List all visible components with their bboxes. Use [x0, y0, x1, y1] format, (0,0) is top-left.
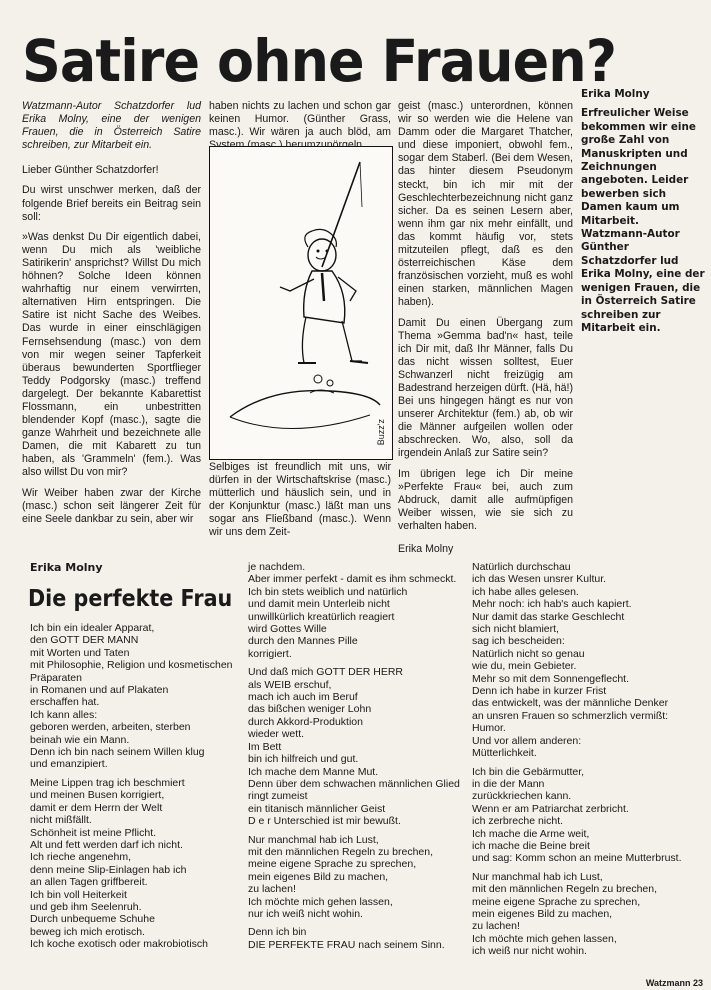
poem-line: durch den Mannes Pille	[248, 635, 358, 648]
poem-line: zu lachen!	[472, 920, 520, 933]
poem-line: Ich bin stets weiblich und natürlich	[248, 585, 408, 598]
signature: Erika Molny	[398, 543, 454, 555]
cartoon-drawing-icon	[210, 147, 392, 459]
poem-line: Und vor allem anderen:	[472, 734, 582, 747]
poem-line: Humor.	[472, 722, 506, 735]
poem-line: ich habe alles gelesen.	[472, 585, 579, 598]
sidebar-author: Erika Molny	[581, 88, 650, 100]
paragraph: Selbiges ist freundlich mit uns, wir dürfen in der Wirtschaftskrise (masc.) mütterlich und häuslich sein, und in der Konjunktur (masc.) läßt man uns sogar ans Fließband (masc.). Wenn wir uns dem Zeit-	[209, 461, 391, 539]
poem-line: Wenn er am Patriarchat zerbricht.	[472, 802, 629, 815]
poem-line: Ich möchte mich gehen lassen,	[248, 895, 393, 908]
poem-line: mit Philosophie, Religion und kosmetischen	[30, 659, 233, 672]
poem-column-2	[248, 561, 468, 957]
poem-line: nur ich weiß nicht wohin.	[248, 907, 363, 920]
paragraph: Du wirst unschwer merken, daß der folgende Brief bereits ein Beitrag sein soll:	[22, 184, 201, 223]
poem-author: Erika Molny	[30, 561, 103, 574]
poem-line: ich mache die Beine breit	[472, 839, 590, 852]
article-column-3	[398, 100, 573, 563]
poem-line: Mütterlichkeit.	[472, 747, 537, 760]
article-headline: Satire ohne Frauen?	[22, 27, 617, 95]
poem-line: Denn ich habe in kurzer Frist	[472, 685, 607, 698]
poem-line: und sag: Komm schon an meine Mutterbrust.	[472, 852, 682, 865]
poem-column-3	[472, 561, 697, 964]
poem-title: Die perfekte Frau	[28, 586, 233, 612]
poem-line: Ich mache die Arme weit,	[472, 827, 590, 840]
poem-stanza	[248, 561, 468, 660]
article-lead: Watzmann-Autor Schatzdorfer lud Erika Molny, eine der wenigen Frauen, die in Österreich Satire schreiben, zur Mitarbeit ein.	[22, 100, 201, 152]
poem-line: erschaffen hat.	[30, 696, 100, 709]
poem-line: mein eigenes Bild zu machen,	[248, 870, 389, 883]
poem-line: Ich mache dem Manne Mut.	[248, 765, 379, 778]
poem-line: Nur manchmal hab ich Lust,	[472, 870, 603, 883]
poem-line: in Romanen und auf Plakaten	[30, 684, 169, 697]
poem-line: mit Worten und Taten	[30, 646, 130, 659]
poem-line: und meinen Busen korrigiert,	[30, 789, 165, 802]
poem-line: Natürlich durchschau	[472, 561, 571, 573]
poem-line: je nachdem.	[248, 561, 306, 573]
poem-line: Mehr noch: ich hab's auch kapiert.	[472, 598, 632, 611]
poem-line: und geb ihm Seelenruh.	[30, 900, 142, 913]
poem-line: denn meine Slip-Einlagen hab ich	[30, 863, 187, 876]
poem-line: ringt zumeist	[248, 790, 308, 803]
poem-line: Meine Lippen trag ich beschmiert	[30, 776, 185, 789]
poem-line: und emanzipiert.	[30, 758, 108, 771]
poem-line: Denn ich bin nach seinem Willen klug	[30, 746, 205, 759]
paragraph: Im übrigen lege ich Dir meine »Perfekte Frau« bei, auch zum Abdruck, damit alle aufmüpfigen Weiber wissen, wie sie sich zu verhalten haben.	[398, 467, 573, 532]
poem-line: mein eigenes Bild zu machen,	[472, 907, 613, 920]
poem-line: zurückkriechen kann.	[472, 790, 572, 803]
poem-line: mit den männlichen Regeln zu brechen,	[472, 883, 658, 896]
poem-line: sag ich bescheiden:	[472, 635, 565, 648]
poem-line: ich das Wesen unsrer Kultur.	[472, 573, 607, 586]
poem-line: an unsren Frauen so schmerzlich vermißt:	[472, 709, 669, 722]
salutation: Lieber Günther Schatzdorfer!	[22, 164, 159, 177]
poem-line: Aber immer perfekt - damit es ihm schmeckt.	[248, 573, 457, 586]
poem-line: Ich bin ein idealer Apparat,	[30, 622, 155, 634]
poem-line: Durch unbequeme Schuhe	[30, 913, 155, 926]
poem-line: Ich koche exotisch oder makrobiotisch	[30, 938, 209, 951]
paragraph: »Was denkst Du Dir eigentlich dabei, wenn Du mich als 'weibliche Satirikerin' ansprichst? Willst Du mich höhnen? Solche Ideen können wahrhaftig nur einem verwirrten, alternativen Hirn entspringen. Die Satire ist nicht Sache des Weibes. Das wurde in einer einschlägigen Fernsehsendung (masc.) von dem von mir wegen seiner Tapferkeit überaus bewunderten Sportflieger Teddy Podgorsky (masc.) treffend dargelegt. Der bekannte Kabarettist Flossmann, ein unbestritten blendender Kopf (masc.), sagte die ganze Wahrheit und bezeichnete alle Damen, die mit Kabarett zu tun haben, als 'Grammeln' (fem.). Was also willst Du von mir?	[22, 230, 201, 479]
poem-line: Nur manchmal hab ich Lust,	[248, 833, 379, 846]
page-footer: Watzmann 23	[645, 978, 703, 988]
poem-line: nicht mißfällt.	[30, 814, 92, 827]
poem-line: DIE PERFEKTE FRAU nach seinem Sinn.	[248, 938, 445, 951]
cartoon-illustration	[209, 146, 393, 460]
poem-stanza	[248, 834, 468, 921]
poem-line: in die der Mann	[472, 777, 545, 790]
poem-line: Ich bin voll Heiterkeit	[30, 888, 127, 901]
poem-line: meine eigene Sprache zu sprechen,	[472, 895, 641, 908]
poem-line: wie du, mein Gebieter.	[472, 660, 577, 673]
poem-stanza	[30, 622, 242, 771]
poem-line: den GOTT DER MANN	[30, 634, 139, 647]
poem-line: damit er dem Herrn der Welt	[30, 801, 163, 814]
poem-line: korrigiert.	[248, 647, 292, 660]
poem-line: Präparaten	[30, 671, 82, 684]
poem-line: Denn über dem schwachen männlichen Glied	[248, 777, 460, 790]
poem-line: Alt und fett werden darf ich nicht.	[30, 838, 183, 851]
poem-line: ein titanisch männlicher Geist	[248, 802, 386, 815]
poem-line: Ich rieche angenehm,	[30, 851, 131, 864]
poem-line: bin ich hilfreich und gut.	[248, 753, 359, 766]
poem-stanza	[472, 871, 697, 958]
poem-line: Im Bett	[248, 740, 282, 753]
article-column-1	[22, 100, 201, 533]
poem-line: beinah wie ein Mann.	[30, 733, 130, 746]
sidebar-text: Erfreulicher Weise bekommen wir eine große Zahl von Manuskripten und Zeichnungen angeboten. Leider bewerben sich Damen kaum um Mitarbeit. Watzmann-Autor Günther Schatzdorfer lud Erika Molny, eine der wenigen Frauen, die in Österreich Satire schreiben zur Mitarbeit ein.	[581, 107, 705, 334]
poem-line: wird Gottes Wille	[248, 623, 327, 636]
poem-line: mit den männlichen Regeln zu brechen,	[248, 845, 434, 858]
poem-stanza	[248, 926, 468, 951]
poem-line: und damit mein Unterleib nicht	[248, 598, 390, 611]
poem-line: durch Akkord-Produktion	[248, 715, 363, 728]
poem-line: Nur damit das starke Geschlecht	[472, 610, 625, 623]
poem-line: unwillkürlich kreatürlich reagiert	[248, 610, 395, 623]
poem-line: meine eigene Sprache zu sprechen,	[248, 858, 417, 871]
paragraph: geist (masc.) unterordnen, können wir so werden wie die Helene van Damm oder die Margaret Thatcher, und diese imponiert, obwohl fem., sogar dem Staberl. (Bei dem Wesen, das hinter diesem Pseudonym steckt, bin ich mir mit der Geschlechterbezeichnung nicht ganz sicher. Da es seinen Lesern aber, wenn ihm gar nix mehr einfällt, und das kommt häufig vor, stets mitzuteilen pflegt, daß es den österreichischen Käse dem französischen vorzieht, muß es wohl einen starken, männlichen Magen haben).	[398, 100, 573, 309]
poem-line: an allen Tagen griffbereit.	[30, 876, 148, 889]
poem-line: mach ich auch im Beruf	[248, 691, 358, 704]
poem-line: ich zerbreche nicht.	[472, 815, 564, 828]
paragraph: Wir Weiber haben zwar der Kirche (masc.) schon seit längerer Zeit für eine Seele dankbar zu sein, aber wir	[22, 486, 201, 525]
poem-stanza	[248, 666, 468, 827]
poem-line: Ich bin die Gebärmutter,	[472, 765, 585, 778]
poem-line: das bißchen weniger Lohn	[248, 703, 372, 716]
poem-line: Ich kann alles:	[30, 708, 98, 721]
poem-line: wieder wett.	[248, 728, 305, 741]
poem-line: Ich möchte mich gehen lassen,	[472, 932, 617, 945]
poem-line: beweg ich mich erotisch.	[30, 925, 145, 938]
poem-line: als WEIB erschuf,	[248, 678, 332, 691]
paragraph: haben nichts zu lachen und schon gar keinen Humor. (Günther Grass, masc.). Wir wären ja auch blöd, am	[209, 100, 391, 139]
poem-line: sich nicht blamiert,	[472, 623, 559, 636]
poem-line: das entwickelt, was der männliche Denker	[472, 697, 669, 710]
poem-line: Mehr so mit dem Sonnengeflecht.	[472, 672, 629, 685]
poem-line: ich weiß nur nicht wohin.	[472, 945, 587, 958]
poem-column-1	[30, 622, 242, 957]
poem-line: Schönheit ist meine Pflicht.	[30, 826, 157, 839]
poem-stanza	[30, 777, 242, 951]
poem-line: Natürlich nicht so genau	[472, 647, 585, 660]
poem-line: zu lachen!	[248, 883, 296, 896]
poem-line: Und daß mich GOTT DER HERR	[248, 666, 404, 679]
poem-stanza	[472, 561, 697, 760]
poem-stanza	[472, 766, 697, 865]
editorial-sidebar	[581, 88, 705, 335]
paragraph: Damit Du einen Übergang zum Thema »Gemma bad'n« hast, teile ich Dir mit, daß Ihr Männer, falls Du das nicht wissen solltest, Euer Schwanzerl nicht freizügig am Badestrand herzeigen dürft. (Hä, hä!) Bei uns hingegen hängt es nur von unserer Architektur (fem.) ab, ob wir die Männer aufgeilen wollen oder abschrecken. Wo, also, soll da irgendein Anlaß zur Satire sein?	[398, 316, 573, 460]
article-column-2-bottom	[209, 461, 391, 547]
poem-line: geboren werden, arbeiten, sterben	[30, 721, 191, 734]
poem-line: Denn ich bin	[248, 926, 307, 939]
illustration-signature: Buzz'z	[376, 418, 386, 445]
poem-line: D e r Unterschied ist mir bewußt.	[248, 815, 401, 828]
